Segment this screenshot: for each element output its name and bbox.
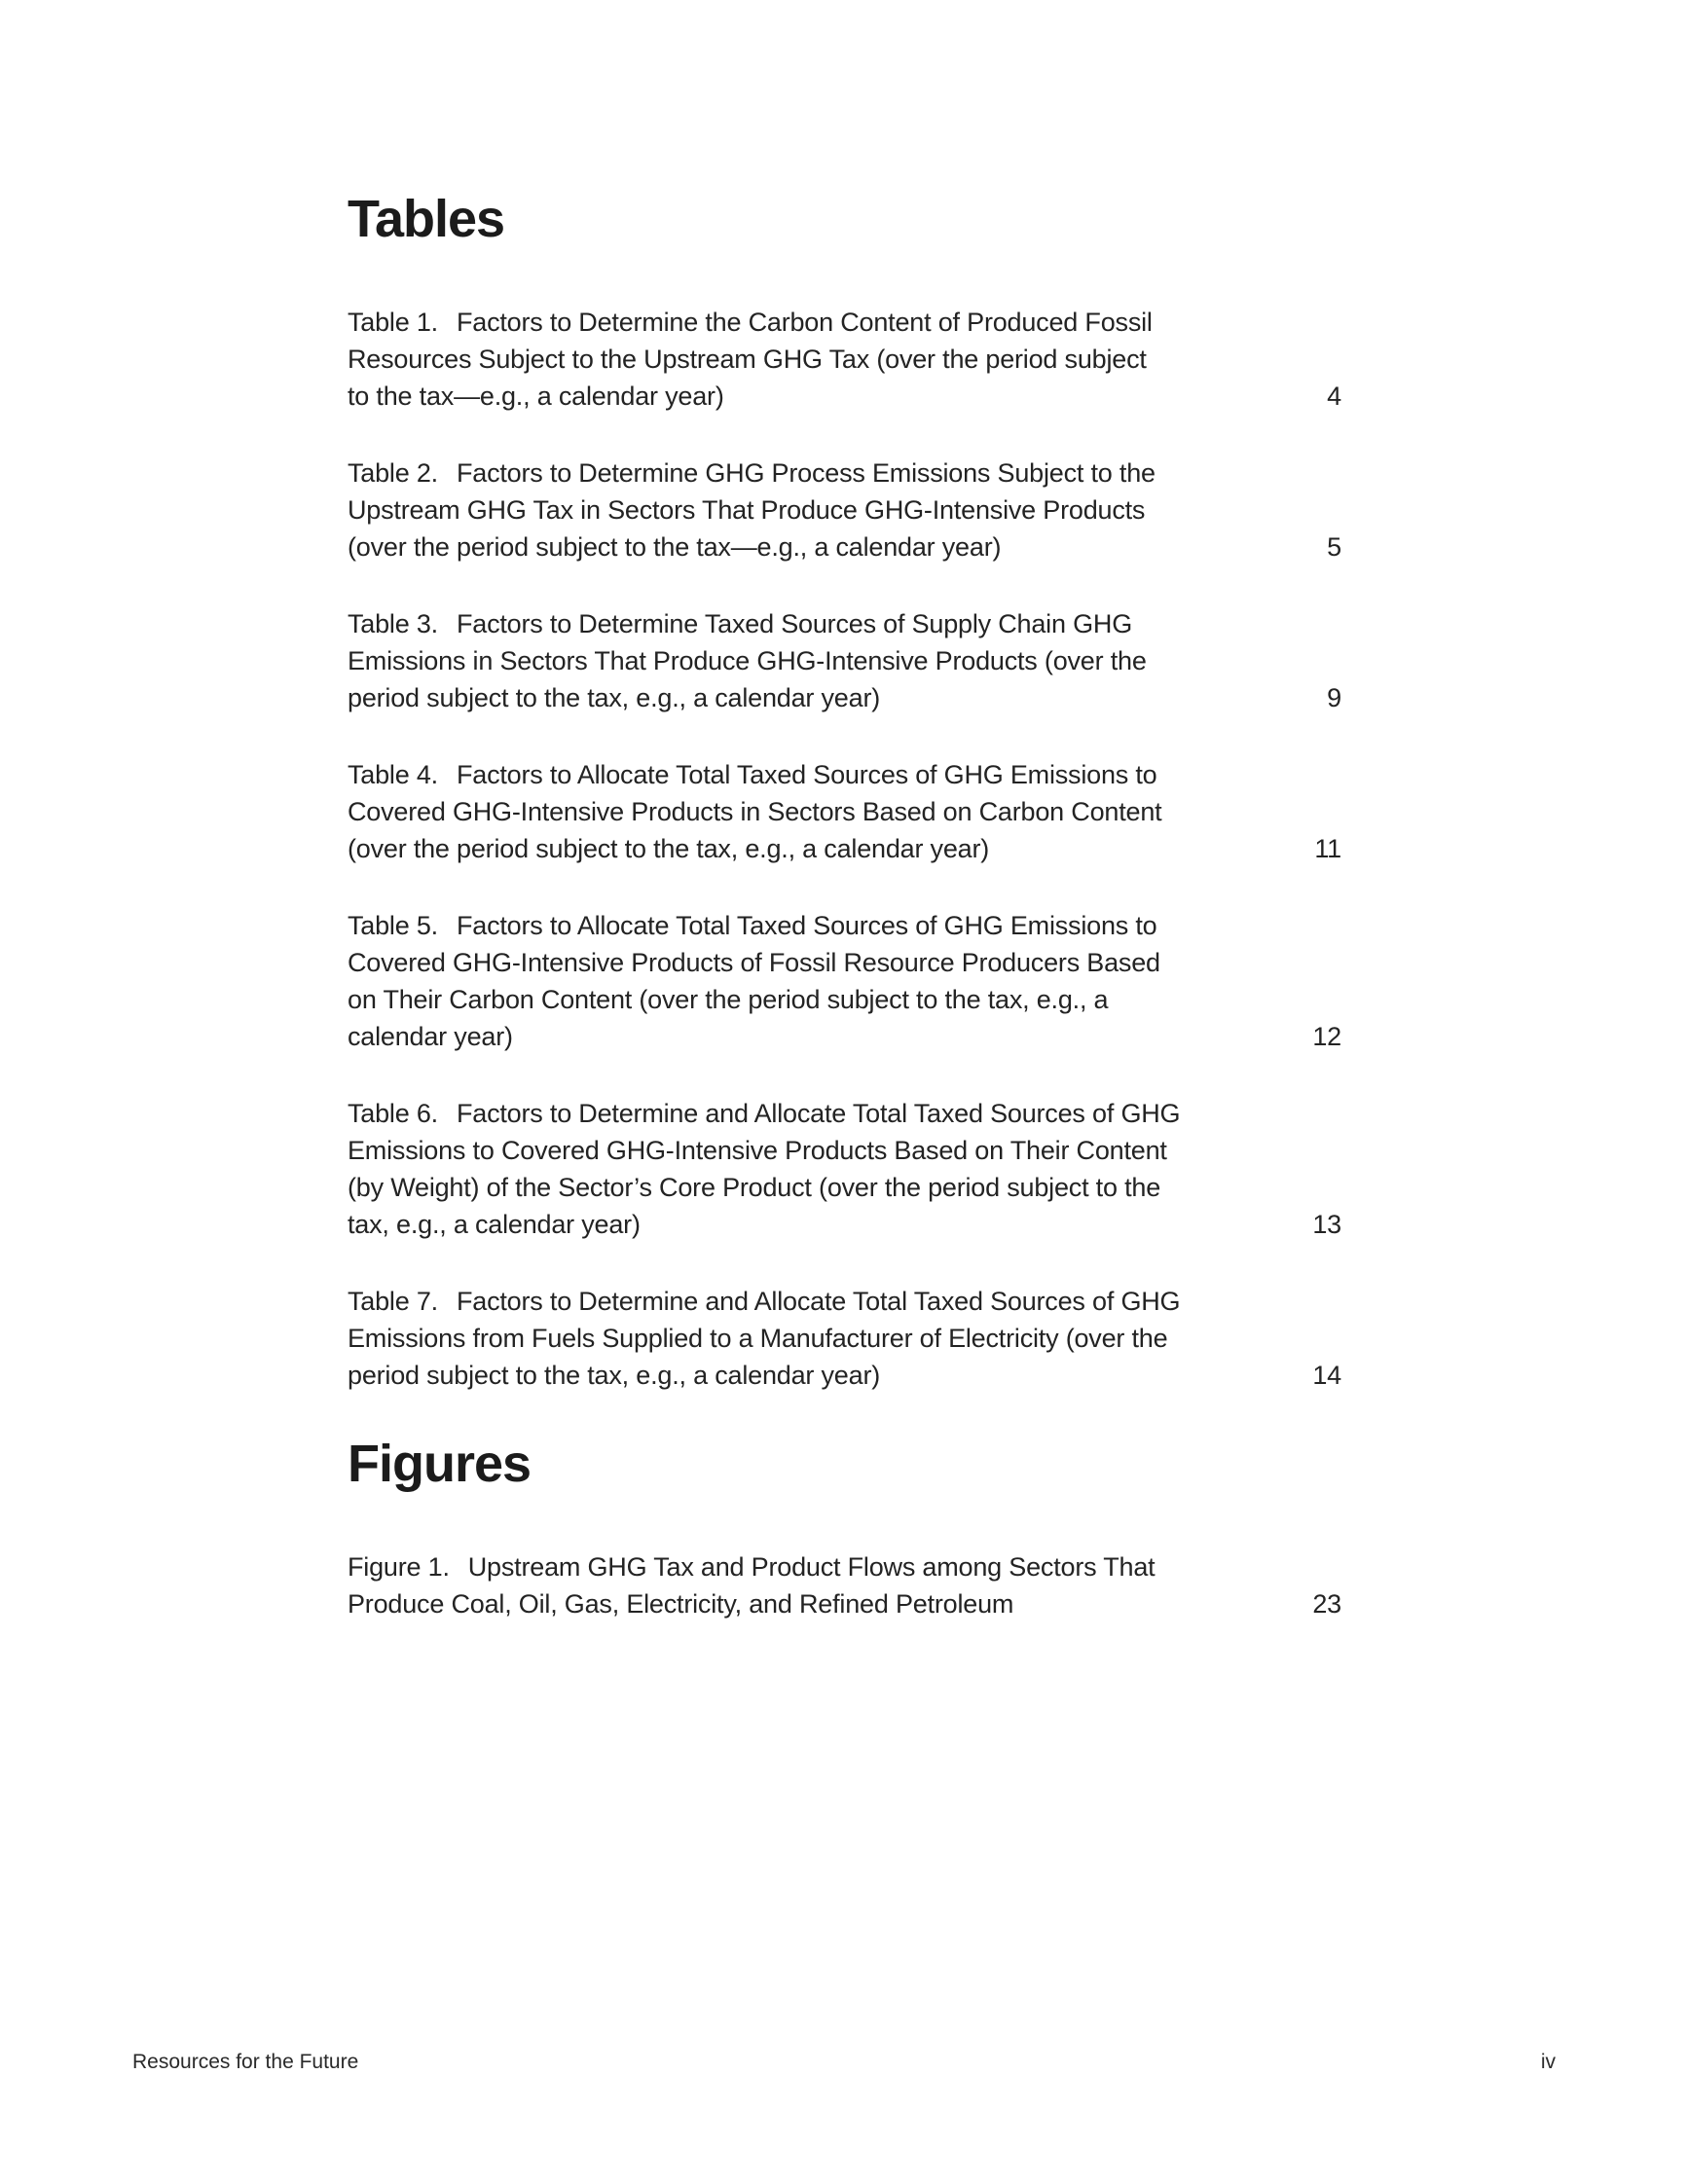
toc-entry-title: Factors to Determine and Allocate Total Taxed Sources of GHG bbox=[456, 1287, 1181, 1316]
toc-line: Upstream GHG Tax in Sectors That Produce GHG-Intensive Products bbox=[348, 495, 1146, 525]
toc-entry-text bbox=[348, 605, 1147, 716]
toc-entry-text bbox=[348, 1548, 1155, 1622]
toc-line: (over the period subject to the tax, e.g., a calendar year) bbox=[348, 834, 990, 863]
toc-entry-page-number: 13 bbox=[1312, 1210, 1341, 1239]
toc-entry-page-number: 9 bbox=[1327, 683, 1341, 712]
toc-entry bbox=[348, 1095, 1341, 1243]
toc-entry-text bbox=[348, 1283, 1180, 1394]
toc-line: to the tax—e.g., a calendar year) bbox=[348, 382, 724, 411]
toc-line bbox=[348, 1095, 1180, 1132]
toc-line: period subject to the tax, e.g., a calendar year) bbox=[348, 1361, 881, 1390]
toc-line bbox=[348, 1283, 1180, 1320]
toc-entry bbox=[348, 1283, 1341, 1394]
toc-line: Resources Subject to the Upstream GHG Tax (over the period subject bbox=[348, 345, 1147, 374]
tables-entries bbox=[348, 304, 1341, 1394]
toc-entry-label: Table 5. bbox=[348, 911, 438, 940]
toc-entry-title: Factors to Determine and Allocate Total Taxed Sources of GHG bbox=[456, 1099, 1181, 1128]
toc-content bbox=[348, 189, 1341, 1662]
footer-organization: Resources for the Future bbox=[132, 2051, 359, 2073]
toc-line bbox=[348, 1548, 1155, 1585]
toc-entry-page-number: 14 bbox=[1312, 1361, 1341, 1390]
toc-entry-title: Factors to Determine the Carbon Content of Produced Fossil bbox=[456, 308, 1153, 337]
toc-line bbox=[348, 756, 1161, 793]
toc-line bbox=[348, 907, 1160, 944]
toc-entry-page-number: 12 bbox=[1312, 1022, 1341, 1051]
toc-entry-text bbox=[348, 1095, 1180, 1243]
toc-line: (by Weight) of the Sector’s Core Product (over the period subject to the bbox=[348, 1173, 1161, 1202]
toc-entry-label: Table 6. bbox=[348, 1099, 438, 1128]
toc-line: Emissions in Sectors That Produce GHG-Intensive Products (over the bbox=[348, 646, 1147, 675]
toc-line bbox=[348, 455, 1156, 491]
toc-entry-label: Table 4. bbox=[348, 760, 438, 789]
toc-line: Emissions from Fuels Supplied to a Manufacturer of Electricity (over the bbox=[348, 1324, 1168, 1353]
figures-heading: Figures bbox=[348, 1435, 532, 1493]
toc-line: tax, e.g., a calendar year) bbox=[348, 1210, 641, 1239]
toc-entry-page-number: 11 bbox=[1314, 834, 1341, 863]
figures-section bbox=[348, 1434, 1341, 1622]
toc-entry-label: Table 1. bbox=[348, 308, 438, 337]
toc-entry-title: Upstream GHG Tax and Product Flows among Sectors That bbox=[467, 1552, 1156, 1582]
toc-entry bbox=[348, 304, 1341, 415]
toc-line: on Their Carbon Content (over the period subject to the tax, e.g., a bbox=[348, 985, 1109, 1014]
toc-entry-title: Factors to Allocate Total Taxed Sources of GHG Emissions to bbox=[456, 911, 1157, 940]
toc-entry-title: Factors to Allocate Total Taxed Sources of GHG Emissions to bbox=[456, 760, 1157, 789]
toc-line: Emissions to Covered GHG-Intensive Products Based on Their Content bbox=[348, 1136, 1167, 1165]
page-footer bbox=[132, 2049, 1556, 2076]
figures-entries bbox=[348, 1548, 1341, 1622]
tables-heading: Tables bbox=[348, 190, 505, 248]
toc-entry-page-number: 23 bbox=[1312, 1589, 1341, 1619]
footer-page-number: iv bbox=[1540, 2051, 1556, 2073]
toc-entry-label: Table 7. bbox=[348, 1287, 438, 1316]
toc-line: Produce Coal, Oil, Gas, Electricity, and Refined Petroleum bbox=[348, 1589, 1014, 1619]
toc-line: period subject to the tax, e.g., a calendar year) bbox=[348, 683, 881, 712]
toc-entry-label: Table 3. bbox=[348, 609, 438, 638]
toc-entry-text bbox=[348, 907, 1160, 1055]
toc-line: Covered GHG-Intensive Products in Sectors Based on Carbon Content bbox=[348, 797, 1162, 826]
toc-entry-page-number: 4 bbox=[1327, 382, 1341, 411]
toc-entry-page-number: 5 bbox=[1327, 532, 1341, 562]
toc-line bbox=[348, 605, 1147, 642]
toc-entry-title: Factors to Determine Taxed Sources of Supply Chain GHG bbox=[456, 609, 1132, 638]
toc-line bbox=[348, 304, 1153, 341]
toc-entry-text bbox=[348, 756, 1161, 867]
toc-entry-title: Factors to Determine GHG Process Emissions Subject to the bbox=[456, 458, 1156, 488]
toc-entry bbox=[348, 907, 1341, 1055]
toc-line: Covered GHG-Intensive Products of Fossil Resource Producers Based bbox=[348, 948, 1160, 977]
toc-entry bbox=[348, 605, 1341, 716]
toc-line: (over the period subject to the tax—e.g., a calendar year) bbox=[348, 532, 1002, 562]
tables-section bbox=[348, 189, 1341, 1394]
toc-entry bbox=[348, 756, 1341, 867]
toc-entry bbox=[348, 1548, 1341, 1622]
toc-entry bbox=[348, 455, 1341, 565]
toc-entry-text bbox=[348, 455, 1156, 565]
toc-entry-label: Table 2. bbox=[348, 458, 438, 488]
toc-entry-text bbox=[348, 304, 1153, 415]
toc-line: calendar year) bbox=[348, 1022, 513, 1051]
toc-entry-label: Figure 1. bbox=[348, 1552, 450, 1582]
